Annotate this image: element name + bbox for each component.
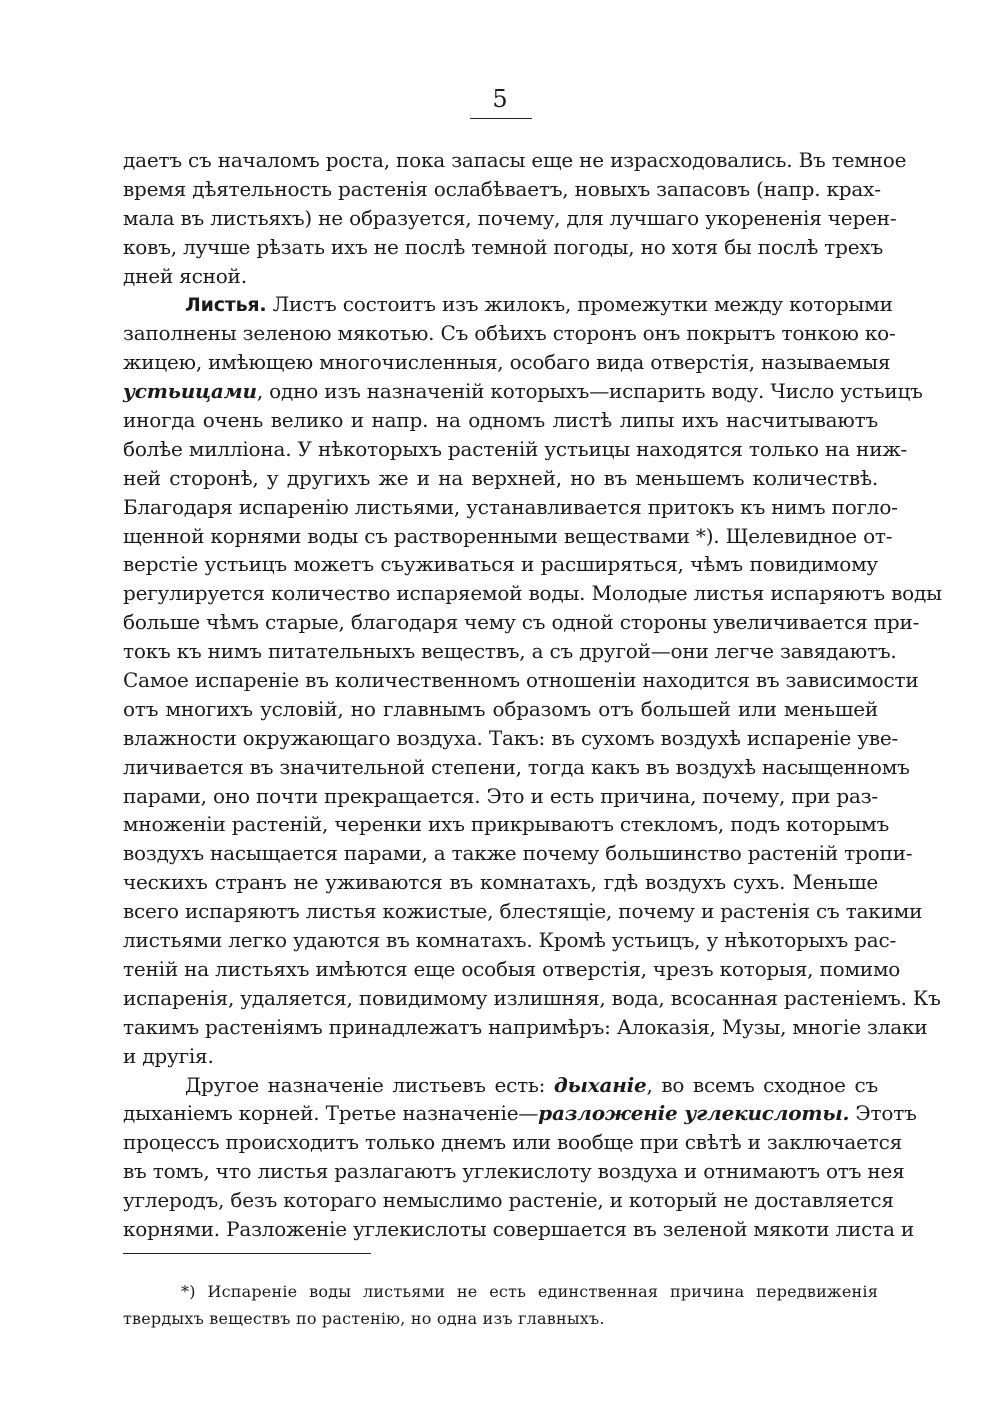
- text-line: процессъ происходитъ только днемъ или вообще при свѣтѣ и заключается: [123, 1130, 903, 1155]
- text-line: углеродъ, безъ котораго немыслимо растеніе, и который не доставляется: [123, 1188, 894, 1213]
- text-line: множеніи растеній, черенки ихъ прикрываютъ стекломъ, подъ которымъ: [123, 812, 890, 837]
- text-line: [123, 1099, 917, 1128]
- footnote-line: твердыхъ веществъ по растенію, но одна изъ главныхъ.: [123, 1309, 605, 1328]
- emphasis-term: устьицами: [123, 379, 257, 404]
- text-fragment: Другое назначеніе листьевъ есть:: [185, 1072, 554, 1097]
- text-line: заполнены зеленою мякотью. Съ обѣихъ сторонъ онъ покрытъ тонкою ко-: [123, 321, 896, 346]
- text-line: Благодаря испаренію листьями, устанавливается притокъ къ нимъ погло-: [123, 494, 898, 519]
- footnote: [123, 1278, 878, 1332]
- text-line: парами, оно почти прекращается. Это и есть причина, почему, при раз-: [123, 783, 878, 808]
- text-line: Самое испареніе въ количественномъ отношеніи находится въ зависимости: [123, 668, 919, 693]
- text-line: верстіе устьицъ можетъ съуживаться и расширяться, чѣмъ повидимому: [123, 552, 878, 577]
- text-line: теній на листьяхъ имѣются еще особыя отверстія, чрезъ которыя, помимо: [123, 956, 901, 981]
- text-line: ческихъ странъ не уживаются въ комнатахъ, гдѣ воздухъ сухъ. Меньше: [123, 870, 878, 895]
- text-line: ковъ, лучше рѣзать ихъ не послѣ темной погоды, но хотя бы послѣ трехъ: [123, 234, 883, 259]
- text-line: дней ясной.: [123, 263, 247, 288]
- text-line: личивается въ значительной степени, тогда какъ въ воздухѣ насыщенномъ: [123, 754, 910, 779]
- text-line: [123, 377, 923, 406]
- text-line: иногда очень велико и напр. на одномъ листѣ липы ихъ насчитываютъ: [123, 408, 878, 433]
- text-line: болѣе милліона. У нѣкоторыхъ растеній устьицы находятся только на ниж-: [123, 436, 908, 461]
- text-line: воздухъ насыщается парами, а также почему большинство растеній тропи-: [123, 841, 913, 866]
- text-line: даетъ съ началомъ роста, пока запасы еще не израсходовались. Въ темное: [123, 148, 907, 172]
- footnote-rule: [123, 1253, 371, 1254]
- text-line: больше чѣмъ старые, благодаря чему съ одной стороны увеличивается при-: [123, 610, 920, 635]
- text-fragment: дыханіемъ корней. Третье назначеніе—: [123, 1101, 539, 1126]
- paragraph-2: [123, 290, 942, 1070]
- text-line: [123, 290, 893, 319]
- text-line: въ томъ, что листья разлагаютъ углекислоту воздуха и отнимаютъ отъ нея: [123, 1159, 905, 1184]
- section-heading: Листья.: [185, 294, 267, 317]
- text-line: [123, 1071, 878, 1100]
- page-number-rule: [470, 118, 532, 119]
- text-line: корнями. Разложеніе углекислоты совершается въ зеленой мякоти листа и: [123, 1216, 914, 1241]
- text-fragment: Этотъ: [849, 1101, 917, 1126]
- emphasis-term: разложеніе углекислоты.: [538, 1101, 850, 1126]
- text-line: мала въ листьяхъ) не образуется, почему, для лучшаго укорененія черен-: [123, 205, 897, 230]
- page-number: 5: [492, 85, 508, 113]
- text-line: листьями легко удаются въ комнатахъ. Кромѣ устьицъ, у нѣкоторыхъ рас-: [123, 928, 897, 953]
- text-line: ней сторонѣ, у другихъ же и на верхней, но въ меньшемъ количествѣ.: [123, 465, 878, 490]
- text-line: токъ къ нимъ питательныхъ веществъ, а съ другой—они легче завядаютъ.: [123, 639, 897, 664]
- text-fragment: Листъ состоитъ изъ жилокъ, промежутки между которыми: [266, 292, 893, 317]
- text-line: время дѣятельность растенія ослабѣваетъ, новыхъ запасовъ (напр. крах-: [123, 176, 881, 201]
- text-fragment: , одно изъ назначеній которыхъ—испарить воду. Число устьицъ: [256, 379, 923, 404]
- text-line: и другія.: [123, 1043, 214, 1068]
- text-line: жицею, имѣющею многочисленныя, особаго вида отверстія, называемыя: [123, 350, 891, 375]
- emphasis-term: дыханіе: [553, 1072, 647, 1097]
- text-line: влажности окружающаго воздуха. Такъ: въ сухомъ воздухѣ испареніе уве-: [123, 725, 899, 750]
- text-fragment: , во всемъ сходное съ: [646, 1072, 879, 1097]
- footnote-line: *) Испареніе воды листьями не есть единственная причина передвиженія: [181, 1282, 878, 1301]
- body-text: [123, 146, 942, 1244]
- paragraph-1: [123, 146, 907, 290]
- text-line: регулируется количество испаряемой воды. Молодые листья испаряютъ воды: [123, 581, 942, 606]
- text-line: щенной корнями воды съ растворенными веществами *). Щелевидное от-: [123, 523, 893, 548]
- text-line: испаренія, удаляется, повидимому излишняя, вода, всосанная растеніемъ. Къ: [123, 985, 941, 1010]
- text-line: такимъ растеніямъ принадлежатъ напримѣръ: Алоказія, Музы, многіе злаки: [123, 1014, 928, 1039]
- paragraph-3: [123, 1071, 917, 1244]
- text-line: всего испаряютъ листья кожистые, блестящіе, почему и растенія съ такими: [123, 899, 923, 924]
- text-line: отъ многихъ условій, но главнымъ образомъ отъ большей или меньшей: [123, 696, 878, 721]
